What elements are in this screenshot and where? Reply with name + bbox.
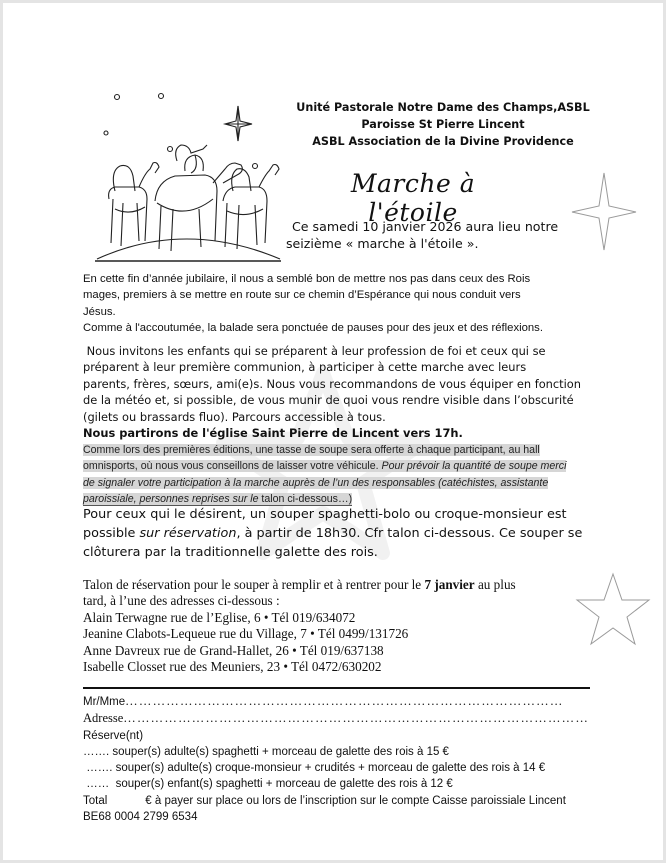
text-line-italic: paroissiale, personnes reprises sur le [83,493,259,506]
paragraph-dinner [83,505,598,562]
text-line: En cette fin d’année jubilaire, il nous a semblé bon de mettre nos pas dans ceux des Rois [83,273,531,285]
reservation-info [83,577,598,675]
text-line: omnisports, où nous vous conseillons de laisser votre véhicule. [83,460,382,473]
intro-line-1: Ce samedi 10 janvier 2026 aura lieu notre [292,219,559,234]
three-kings-camels-illustration [95,91,290,271]
text-line: Comme à l'accoutumée, la balade sera ponctuée de pauses pour des jeux et des réflexions. [83,321,543,334]
five-point-star-icon [573,570,653,650]
text-line-italic: Pour prévoir la quantité de soupe merci [381,460,567,473]
four-point-star-icon [569,168,639,258]
text-line-italic: sur réservation [139,526,237,541]
text-line: talon ci-dessous…) [258,493,353,506]
contact-item: Isabelle Closset rue des Meuniers, 23 • Tél 0472/630202 [83,659,382,675]
text-line: Comme lors des premières éditions, une tasse de soupe sera offerte à chaque participant, au hall [83,444,540,456]
paragraph-invitation [83,343,598,441]
text-line: (gilets ou brassards fluo). Parcours accessible à tous. [83,409,386,424]
paragraph-intro [83,271,598,336]
text-line: tard, à l’une des adresses ci-dessous : [83,593,280,609]
reservation-form [83,693,598,825]
contact-item: Alain Terwagne rue de l’Eglise, 6 • Tél 019/634072 [83,609,356,625]
intro-text [286,218,586,252]
header-line-2: Paroisse St Pierre Lincent [361,118,525,131]
option-adult-spaghetti[interactable]: ……. souper(s) adulte(s) spaghetti + morceau de galette des rois à 15 € [83,745,449,758]
cut-line-divider [83,687,590,689]
reserve-label: Réserve(nt) [83,729,144,742]
text-line: Nous invitons les enfants qui se préparent à leur profession de foi et ceux qui se [83,344,546,358]
departure-notice: Nous partirons de l'église Saint Pierre de Lincent vers 17h. [83,426,463,441]
text-line: Talon de réservation pour le souper à remplir et à rentrer pour le [83,577,425,592]
name-field-label: Mr/Mme [83,696,126,708]
header-line-1: Unité Pastorale Notre Dame des Champs,ASBL [296,101,590,114]
document-page [3,3,663,860]
text-line: Jésus. [83,305,116,318]
payment-instructions: € à payer sur place ou lors de l’inscription sur le compte Caisse paroissiale Lincent [145,794,566,807]
text-line: parents, frères, sœurs, ami(e)s. Nous vous recommandons de vous équiper en fonction [83,376,581,391]
text-line: clôturera par la traditionnelle galette des rois. [83,545,378,560]
contact-item: Anne Davreux rue de Grand-Hallet, 26 • Tél 019/637138 [83,642,384,658]
iban-number: BE68 0004 2799 6534 [83,811,198,824]
organization-header [283,99,603,150]
page-title: Marche à l'étoile [350,169,476,227]
total-label: Total [83,794,108,807]
address-field-label: Adresse [83,711,124,726]
paragraph-soup [83,442,598,508]
contact-item: Jeanine Clabots-Lequeue rue du Village, 7 • Tél 0499/131726 [83,626,409,642]
address-field-dots[interactable]: ………………………………………………………………………………………… [123,711,590,726]
header-line-3: ASBL Association de la Divine Providence [312,135,574,148]
text-line: préparent à leur première communion, à participer à cette marche avec leurs [83,360,527,375]
name-field-dots[interactable]: …………………………………………………………………………………… [125,694,564,708]
text-line: Pour ceux qui le désirent, un souper spaghetti-bolo ou croque-monsieur est [83,507,567,522]
text-line: mages, premiers à se mettre en route sur ce chemin d’Espérance qui nous conduit vers [83,289,521,302]
text-line: au plus [474,577,516,592]
option-child-spaghetti[interactable]: …… souper(s) enfant(s) spaghetti + morceau de galette des rois à 12 € [83,778,453,791]
text-line: , à partir de 18h30. Cfr talon ci-dessous. Ce souper se [236,526,583,541]
deadline-date: 7 janvier [424,577,475,592]
text-line-italic: de signaler votre participation à la marche auprès de l’un des responsables (catéchistes, assistante [83,476,549,489]
option-adult-croque[interactable]: ……. souper(s) adulte(s) croque-monsieur + crudités + morceau de galette des rois à 14 € [83,762,546,775]
intro-line-2: seizième « marche à l'étoile ». [286,236,479,251]
text-line: de la météo et, si possible, de vous munir de quoi vous rendre visible dans l’obscurité [83,393,574,408]
text-line: possible [83,526,140,541]
